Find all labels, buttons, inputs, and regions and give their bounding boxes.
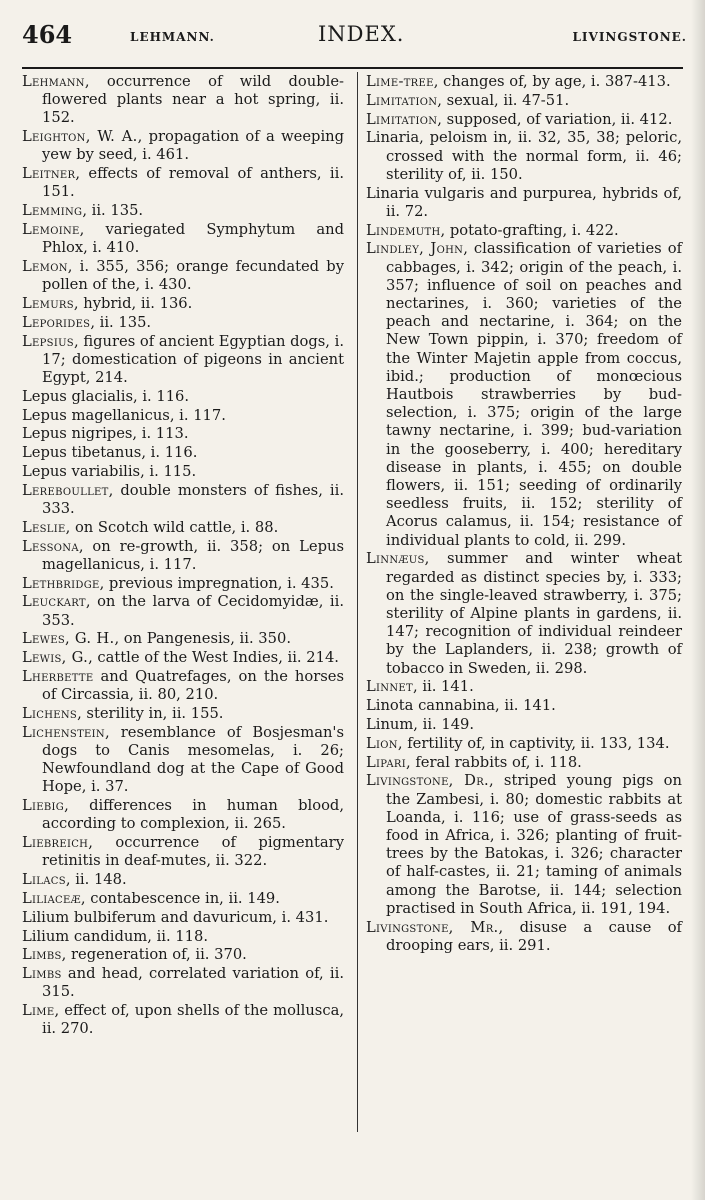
entry-heading: Leslie bbox=[22, 518, 66, 536]
entry-heading: Limbs bbox=[22, 946, 62, 964]
entry-heading: Lereboullet bbox=[22, 481, 109, 499]
entry-text: , hybrid, ii. 136. bbox=[73, 295, 193, 312]
entry-text: , previous impregnation, i. 435. bbox=[99, 574, 334, 592]
entry-text: , on the larva of Cecidomyidæ, ii. 353. bbox=[42, 593, 344, 629]
entry-text: , ii. 148. bbox=[65, 871, 127, 889]
index-entry bbox=[22, 871, 344, 889]
entry-heading: Lehmann bbox=[22, 73, 85, 90]
entry-heading: Lethbridge bbox=[22, 574, 100, 592]
entry-text: , on re-growth, ii. 358; on Lepus magellanicus, i. 117. bbox=[42, 537, 344, 573]
entry-heading: Limitation bbox=[366, 110, 438, 128]
index-entry bbox=[366, 185, 682, 221]
page-edge-shadow bbox=[691, 0, 705, 1200]
index-entry bbox=[22, 463, 344, 481]
entry-text: , ii. 135. bbox=[90, 313, 152, 331]
index-entry bbox=[22, 575, 344, 593]
entry-text: , differences in human blood, according to complexion, ii. 265. bbox=[42, 797, 344, 833]
index-entry bbox=[366, 735, 682, 753]
index-entry bbox=[22, 890, 344, 908]
index-entry bbox=[22, 258, 344, 294]
entry-heading: Lindemuth bbox=[366, 221, 441, 239]
entry-heading: Lindley, John bbox=[366, 240, 464, 258]
entry-heading: Linnæus bbox=[366, 550, 425, 568]
entry-text: Lepus glacialis, i. 116. bbox=[22, 387, 190, 405]
page-header bbox=[22, 20, 687, 54]
index-entry bbox=[22, 519, 344, 537]
entry-text: , ii. 135. bbox=[82, 202, 144, 220]
entry-text: , feral rabbits of, i. 118. bbox=[406, 753, 582, 771]
entry-text: , occurrence of pigmentary retinitis in deaf-mutes, ii. 322. bbox=[42, 834, 344, 870]
entry-text: , sexual, ii. 47-51. bbox=[437, 91, 570, 109]
entry-text: Linaria vulgaris and purpurea, hybrids of, ii. 72. bbox=[366, 184, 682, 220]
entry-text: and Quatrefages, on the horses of Circassia, ii. 80, 210. bbox=[42, 667, 344, 704]
index-entry bbox=[366, 772, 682, 918]
index-entry bbox=[22, 593, 344, 629]
index-entry bbox=[22, 668, 344, 704]
entry-text: Lepus tibetanus, i. 116. bbox=[22, 444, 198, 462]
index-entry bbox=[366, 111, 682, 129]
entry-heading: Lewes, G. H. bbox=[22, 630, 115, 648]
entry-text: , striped young pigs on the Zambesi, i. 80; domestic rabbits at Loanda, i. 116; use of grass-seeds as food in Africa, i. 326; planting of fruit-trees by the Batokas, i. 326; character of half-castes, ii. 21; taming of animals among the Barotse, ii. 144; selection practised in South Africa, ii. 191, 194. bbox=[386, 772, 682, 917]
entry-text: Lepus variabilis, i. 115. bbox=[22, 462, 197, 480]
entry-heading: Leporides bbox=[22, 313, 91, 331]
index-entry bbox=[22, 295, 344, 313]
index-entry bbox=[22, 388, 344, 406]
entry-text: , on Scotch wild cattle, i. 88. bbox=[65, 518, 279, 536]
header-rule bbox=[22, 67, 683, 69]
entry-heading: Liliaceæ bbox=[22, 889, 81, 907]
entry-heading: Limbs bbox=[22, 965, 62, 983]
entry-heading: Lime bbox=[22, 1002, 55, 1020]
index-entry bbox=[22, 705, 344, 723]
entry-text: Lilium bulbiferum and davuricum, i. 431. bbox=[22, 908, 329, 926]
index-entry bbox=[366, 754, 682, 772]
entry-text: Lepus magellanicus, i. 117. bbox=[22, 406, 226, 424]
column-divider bbox=[357, 72, 358, 1132]
left-index-column bbox=[22, 73, 344, 1039]
index-entry bbox=[22, 834, 344, 870]
index-entry bbox=[22, 538, 344, 574]
index-entry bbox=[22, 630, 344, 648]
index-entry bbox=[22, 202, 344, 220]
entry-heading: Lipari bbox=[366, 753, 407, 771]
entry-heading: Lemoine bbox=[22, 221, 80, 238]
index-entry bbox=[22, 797, 344, 833]
entry-heading: Lewis, G. bbox=[22, 649, 89, 667]
index-entry bbox=[22, 333, 344, 388]
index-entry bbox=[22, 909, 344, 927]
entry-text: Linaria, peloism in, ii. 32, 35, 38; peloric, crossed with the normal form, ii. 46; sterility of, ii. 150. bbox=[366, 129, 682, 183]
index-entry bbox=[22, 128, 344, 164]
index-entry bbox=[22, 165, 344, 201]
entry-heading: Liebreich bbox=[22, 834, 89, 852]
entry-heading: Lepsius bbox=[22, 332, 74, 350]
entry-text: , fertility of, in captivity, ii. 133, 134. bbox=[397, 734, 670, 752]
index-entry bbox=[366, 716, 682, 734]
running-head-left: LEHMANN. bbox=[130, 30, 215, 44]
index-entry bbox=[22, 649, 344, 667]
entry-text: , variegated Symphytum and Phlox, i. 410. bbox=[42, 221, 344, 257]
index-entry bbox=[366, 73, 682, 91]
entry-heading: Lion bbox=[366, 734, 398, 752]
entry-heading: Lichens bbox=[22, 704, 78, 722]
entry-text: , contabescence in, ii. 149. bbox=[80, 889, 280, 907]
index-entry bbox=[366, 240, 682, 549]
entry-text: , figures of ancient Egyptian dogs, i. 17; domestication of pigeons in ancient Egypt, 214. bbox=[42, 332, 344, 386]
entry-text: , disuse a cause of drooping ears, ii. 291. bbox=[386, 918, 682, 954]
index-entry bbox=[22, 221, 344, 257]
entry-heading: Livingstone, Dr. bbox=[366, 772, 490, 790]
entry-text: and head, correlated variation of, ii. 315. bbox=[42, 965, 344, 1001]
entry-text: , summer and winter wheat regarded as distinct species by, i. 333; on the single-leaved strawberry, i. 375; sterility of Alpine plants in gardens, ii. 147; recognition of individual reindeer by the Laplanders, ii. 238; growth of tobacco in Sweden, ii. 298. bbox=[386, 550, 682, 677]
entry-text: , occurrence of wild double-flowered plants near a hot spring, ii. 152. bbox=[42, 73, 344, 127]
entry-text: , propagation of a weeping yew by seed, i. 461. bbox=[42, 128, 345, 164]
index-entry bbox=[366, 919, 682, 955]
entry-heading: Lemming bbox=[22, 202, 83, 220]
running-head-right: LIVINGSTONE. bbox=[572, 30, 687, 44]
entry-text: , on Pangenesis, ii. 350. bbox=[114, 630, 291, 648]
index-entry bbox=[22, 73, 344, 128]
entry-heading: Lemon bbox=[22, 258, 68, 275]
entry-heading: Limitation bbox=[366, 91, 438, 109]
entry-text: , regeneration of, ii. 370. bbox=[61, 946, 247, 964]
entry-heading: Lessona bbox=[22, 537, 79, 555]
index-entry bbox=[22, 724, 344, 797]
entry-text: , i. 355, 356; orange fecundated by pollen of the, i. 430. bbox=[42, 258, 344, 294]
entry-heading: Leuckart bbox=[22, 593, 86, 611]
index-entry bbox=[22, 425, 344, 443]
entry-heading: Livingstone, Mr. bbox=[366, 918, 499, 936]
entry-text: Linum, ii. 149. bbox=[366, 716, 475, 734]
index-entry bbox=[366, 222, 682, 240]
entry-text: , sterility in, ii. 155. bbox=[77, 704, 224, 722]
index-entry bbox=[366, 678, 682, 696]
index-entry bbox=[22, 482, 344, 518]
entry-text: , double monsters of fishes, ii. 333. bbox=[42, 481, 344, 517]
entry-heading: Leighton, W. A. bbox=[22, 128, 138, 146]
index-entry bbox=[366, 697, 682, 715]
entry-heading: Linnet bbox=[366, 678, 413, 696]
index-entry bbox=[366, 129, 682, 184]
index-entry bbox=[22, 407, 344, 425]
entry-heading: Leitner bbox=[22, 165, 76, 183]
entry-text: Lepus nigripes, i. 113. bbox=[22, 425, 189, 443]
entry-text: , resemblance of Bosjesman's dogs to Canis mesomelas, i. 26; Newfoundland dog at the Cape of Good Hope, i. 37. bbox=[42, 723, 344, 796]
entry-text: , effect of, upon shells of the mollusca, ii. 270. bbox=[42, 1002, 344, 1038]
entry-text: , potato-grafting, i. 422. bbox=[440, 221, 619, 239]
entry-text: , classification of varieties of cabbages, i. 342; origin of the peach, i. 357; influence of soil on peaches and nectarines, i. 360; varieties of the peach and nectarine, i. 364; on the New Town pippin, i. 370; freedom of the Winter Majetin apple from coccus, ibid.; production of monœcious Hautbois strawberries by bud-selection, i. 375; origin of the large tawny nectarine, i. 399; bud-variation in the gooseberry, i. 400; hereditary disease in plants, i. 455; on double flowers, ii. 151; seeding of ordinarily seedless fruits, ii. 152; sterility of Acorus calamus, ii. 154; resistance of individual plants to cold, ii. 299. bbox=[386, 240, 683, 549]
entry-heading: Lemurs bbox=[22, 295, 74, 312]
index-entry bbox=[22, 444, 344, 462]
entry-text: , effects of removal of anthers, ii. 151. bbox=[42, 165, 344, 201]
entry-text: , cattle of the West Indies, ii. 214. bbox=[88, 649, 339, 667]
entry-heading: Lilacs bbox=[22, 871, 66, 889]
entry-heading: Liebig bbox=[22, 797, 65, 815]
index-entry bbox=[22, 946, 344, 964]
index-entry bbox=[366, 550, 682, 677]
index-entry bbox=[22, 965, 344, 1001]
index-entry bbox=[22, 1002, 344, 1038]
entry-heading: Lherbette bbox=[22, 667, 94, 685]
entry-text: Linota cannabina, ii. 141. bbox=[366, 697, 556, 715]
entry-text: , changes of, by age, i. 387-413. bbox=[433, 73, 671, 90]
page-number: 464 bbox=[22, 20, 73, 49]
index-entry bbox=[22, 314, 344, 332]
index-entry bbox=[22, 928, 344, 946]
entry-text: , supposed, of variation, ii. 412. bbox=[437, 110, 673, 128]
entry-heading: Lichenstein bbox=[22, 723, 105, 741]
page-title: INDEX. bbox=[318, 22, 405, 46]
right-index-column bbox=[366, 73, 682, 956]
index-entry bbox=[366, 92, 682, 110]
entry-text: Lilium candidum, ii. 118. bbox=[22, 927, 209, 945]
entry-text: , ii. 141. bbox=[412, 678, 474, 696]
entry-heading: Lime-tree bbox=[366, 73, 434, 90]
